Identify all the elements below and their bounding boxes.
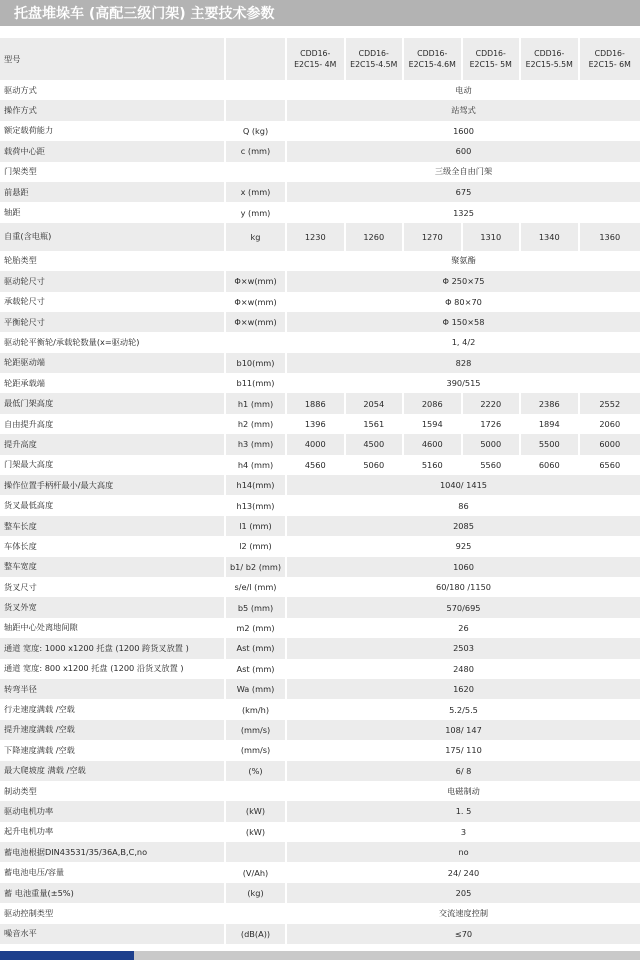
param-label: 操作方式 [0, 100, 226, 120]
param-value: 600 [287, 141, 640, 161]
param-label: 驱动控制类型 [0, 903, 226, 923]
param-unit [226, 251, 287, 271]
param-unit: h4 (mm) [226, 455, 287, 475]
footer-bar [0, 951, 640, 960]
param-value: 175/ 110 [287, 740, 640, 760]
param-value: 1260 [346, 223, 405, 251]
param-value: 2085 [287, 516, 640, 536]
param-value: 2480 [287, 659, 640, 679]
table-row [0, 393, 640, 413]
param-value: 2386 [521, 393, 580, 413]
param-label: 轮胎类型 [0, 251, 226, 271]
param-value: 828 [287, 353, 640, 373]
param-label: 轴距中心处离地间隙 [0, 618, 226, 638]
param-unit: Φ×w(mm) [226, 271, 287, 291]
param-value: 5.2/5.5 [287, 699, 640, 719]
param-label: 驱动电机功率 [0, 801, 226, 821]
param-unit: b5 (mm) [226, 597, 287, 617]
param-label: 载荷中心距 [0, 141, 226, 161]
param-label: 蓄电池根据DIN43531/35/36A,B,C,no [0, 842, 226, 862]
param-label: 平衡轮尺寸 [0, 312, 226, 332]
param-unit: Φ×w(mm) [226, 292, 287, 312]
param-unit: Φ×w(mm) [226, 312, 287, 332]
param-unit: h1 (mm) [226, 393, 287, 413]
table-row [0, 121, 640, 141]
table-row [0, 924, 640, 944]
param-value: 570/695 [287, 597, 640, 617]
param-value: 1726 [463, 414, 522, 434]
param-label: 承载轮尺寸 [0, 292, 226, 312]
param-value: 1230 [287, 223, 346, 251]
param-unit [226, 38, 287, 80]
param-unit: b11(mm) [226, 373, 287, 393]
param-unit: b1/ b2 (mm) [226, 557, 287, 577]
param-unit: (mm/s) [226, 720, 287, 740]
param-label: 驱动方式 [0, 80, 226, 100]
param-value: 1340 [521, 223, 580, 251]
param-unit: m2 (mm) [226, 618, 287, 638]
param-label: 制动类型 [0, 781, 226, 801]
param-label: 通道 宽度: 1000 x1200 托盘 (1200 跨货叉放置 ) [0, 638, 226, 658]
param-unit: Q (kg) [226, 121, 287, 141]
table-row [0, 862, 640, 882]
param-value: 4600 [404, 434, 463, 454]
param-label: 最大爬坡度 满载 /空载 [0, 761, 226, 781]
table-row [0, 475, 640, 495]
param-value: 2060 [580, 414, 640, 434]
param-value: 925 [287, 536, 640, 556]
param-value: ≤70 [287, 924, 640, 944]
param-label: 蓄 电池重量(±5%) [0, 883, 226, 903]
param-value: 5160 [404, 455, 463, 475]
param-unit [226, 162, 287, 182]
param-unit: (V/Ah) [226, 862, 287, 882]
param-unit [226, 903, 287, 923]
table-row [0, 679, 640, 699]
table-row [0, 271, 640, 291]
param-value: 三级全自由门架 [287, 162, 640, 182]
table-row [0, 332, 640, 352]
param-unit: (kW) [226, 822, 287, 842]
param-unit: (kW) [226, 801, 287, 821]
param-label: 起升电机功率 [0, 822, 226, 842]
param-label: 行走速度满载 /空载 [0, 699, 226, 719]
param-value: 6/ 8 [287, 761, 640, 781]
param-unit: (mm/s) [226, 740, 287, 760]
param-unit: b10(mm) [226, 353, 287, 373]
table-row [0, 455, 640, 475]
param-value: 1396 [287, 414, 346, 434]
param-value: 24/ 240 [287, 862, 640, 882]
param-value: 4000 [287, 434, 346, 454]
param-unit [226, 100, 287, 120]
table-row [0, 883, 640, 903]
table-row [0, 842, 640, 862]
param-value: 108/ 147 [287, 720, 640, 740]
param-value: 5060 [346, 455, 405, 475]
param-unit: l1 (mm) [226, 516, 287, 536]
param-label: 车体长度 [0, 536, 226, 556]
param-label: 提升高度 [0, 434, 226, 454]
param-label: 整车宽度 [0, 557, 226, 577]
param-unit: x (mm) [226, 182, 287, 202]
param-label: 驱动轮平衡轮/承载轮数量(x=驱动轮) [0, 332, 226, 352]
param-value: 1325 [287, 202, 640, 222]
param-value: 1270 [404, 223, 463, 251]
param-label: 门架类型 [0, 162, 226, 182]
param-label: 货叉最低高度 [0, 495, 226, 515]
param-label: 转弯半径 [0, 679, 226, 699]
param-value: 2220 [463, 393, 522, 413]
table-row [0, 557, 640, 577]
param-unit: kg [226, 223, 287, 251]
param-value: 1040/ 1415 [287, 475, 640, 495]
param-value: 5500 [521, 434, 580, 454]
param-value: 2086 [404, 393, 463, 413]
param-value: 1360 [580, 223, 640, 251]
table-row [0, 801, 640, 821]
param-value: 86 [287, 495, 640, 515]
table-row [0, 536, 640, 556]
param-value: Φ 150×58 [287, 312, 640, 332]
param-label: 通道 宽度: 800 x1200 托盘 (1200 沿货叉放置 ) [0, 659, 226, 679]
param-value: 6060 [521, 455, 580, 475]
table-row [0, 495, 640, 515]
param-value: 1310 [463, 223, 522, 251]
param-value: 电动 [287, 80, 640, 100]
param-unit: l2 (mm) [226, 536, 287, 556]
table-row [0, 638, 640, 658]
param-value: 2552 [580, 393, 640, 413]
param-value: 675 [287, 182, 640, 202]
param-unit [226, 332, 287, 352]
table-row [0, 781, 640, 801]
param-label: 货叉外宽 [0, 597, 226, 617]
param-unit: h3 (mm) [226, 434, 287, 454]
table-row [0, 699, 640, 719]
table-row [0, 373, 640, 393]
page-title: 托盘堆垛车 (高配三级门架) 主要技术参数 [14, 6, 275, 22]
param-value: 5560 [463, 455, 522, 475]
table-row [0, 516, 640, 536]
param-unit: (%) [226, 761, 287, 781]
table-row [0, 312, 640, 332]
table-row [0, 141, 640, 161]
param-value: 1894 [521, 414, 580, 434]
model-name: CDD16- E2C15-5.5M [521, 38, 580, 80]
param-value: 5000 [463, 434, 522, 454]
model-name: CDD16- E2C15-4.5M [346, 38, 405, 80]
footer-accent [0, 951, 134, 960]
param-unit: h2 (mm) [226, 414, 287, 434]
table-row [0, 822, 640, 842]
table-row [0, 80, 640, 100]
param-unit: Ast (mm) [226, 638, 287, 658]
param-value: Φ 80×70 [287, 292, 640, 312]
param-label: 货叉尺寸 [0, 577, 226, 597]
table-row [0, 182, 640, 202]
param-unit [226, 80, 287, 100]
footer-strip [134, 951, 640, 960]
param-label: 前悬距 [0, 182, 226, 202]
param-label: 轮距驱动端 [0, 353, 226, 373]
model-name: CDD16- E2C15- 4M [287, 38, 346, 80]
param-unit: y (mm) [226, 202, 287, 222]
param-value: 1561 [346, 414, 405, 434]
param-label: 下降速度满载 /空载 [0, 740, 226, 760]
param-unit: Ast (mm) [226, 659, 287, 679]
param-value: 1600 [287, 121, 640, 141]
param-unit: (kg) [226, 883, 287, 903]
param-label: 轴距 [0, 202, 226, 222]
param-value: 26 [287, 618, 640, 638]
title-bar [0, 0, 640, 26]
table-row [0, 292, 640, 312]
param-value: 6000 [580, 434, 640, 454]
table-row [0, 353, 640, 373]
table-row [0, 720, 640, 740]
param-label: 噪音水平 [0, 924, 226, 944]
param-value: 4500 [346, 434, 405, 454]
param-unit [226, 842, 287, 862]
param-label: 自由提升高度 [0, 414, 226, 434]
table-row [0, 434, 640, 454]
param-value: 6560 [580, 455, 640, 475]
table-row [0, 597, 640, 617]
table-row [0, 251, 640, 271]
param-unit: c (mm) [226, 141, 287, 161]
param-value: 站驾式 [287, 100, 640, 120]
param-unit: (km/h) [226, 699, 287, 719]
param-unit: Wa (mm) [226, 679, 287, 699]
param-value: 2054 [346, 393, 405, 413]
table-row [0, 761, 640, 781]
param-value: 1886 [287, 393, 346, 413]
param-value: 3 [287, 822, 640, 842]
param-value: 1. 5 [287, 801, 640, 821]
table-row [0, 659, 640, 679]
param-value: 390/515 [287, 373, 640, 393]
table-row [0, 618, 640, 638]
param-label: 操作位置手柄杆最小/最大高度 [0, 475, 226, 495]
param-unit: h14(mm) [226, 475, 287, 495]
param-value: 205 [287, 883, 640, 903]
param-value: Φ 250×75 [287, 271, 640, 291]
param-value: no [287, 842, 640, 862]
param-label: 最低门架高度 [0, 393, 226, 413]
table-row [0, 100, 640, 120]
param-value: 电磁制动 [287, 781, 640, 801]
param-label: 驱动轮尺寸 [0, 271, 226, 291]
model-name: CDD16- E2C15- 6M [580, 38, 640, 80]
param-label: 自重(含电瓶) [0, 223, 226, 251]
param-value: 60/180 /1150 [287, 577, 640, 597]
table-row [0, 202, 640, 222]
model-name: CDD16- E2C15- 5M [463, 38, 522, 80]
param-value: 1620 [287, 679, 640, 699]
param-unit [226, 781, 287, 801]
param-value: 1594 [404, 414, 463, 434]
table-row [0, 903, 640, 923]
param-unit: s/e/l (mm) [226, 577, 287, 597]
table-row [0, 38, 640, 80]
param-label: 整车长度 [0, 516, 226, 536]
param-value: 4560 [287, 455, 346, 475]
spec-table [0, 38, 640, 944]
param-value: 2503 [287, 638, 640, 658]
param-label: 轮距承载端 [0, 373, 226, 393]
param-unit: (dB(A)) [226, 924, 287, 944]
param-value: 1060 [287, 557, 640, 577]
param-value: 聚氨酯 [287, 251, 640, 271]
param-label: 提升速度满载 /空载 [0, 720, 226, 740]
param-label: 门架最大高度 [0, 455, 226, 475]
table-row [0, 740, 640, 760]
param-label: 型号 [0, 38, 226, 80]
param-unit: h13(mm) [226, 495, 287, 515]
param-label: 蓄电池电压/容量 [0, 862, 226, 882]
model-name: CDD16- E2C15-4.6M [404, 38, 463, 80]
table-row [0, 577, 640, 597]
table-row [0, 414, 640, 434]
param-value: 1, 4/2 [287, 332, 640, 352]
param-label: 额定载荷能力 [0, 121, 226, 141]
table-row [0, 223, 640, 251]
table-row [0, 162, 640, 182]
param-value: 交流速度控制 [287, 903, 640, 923]
